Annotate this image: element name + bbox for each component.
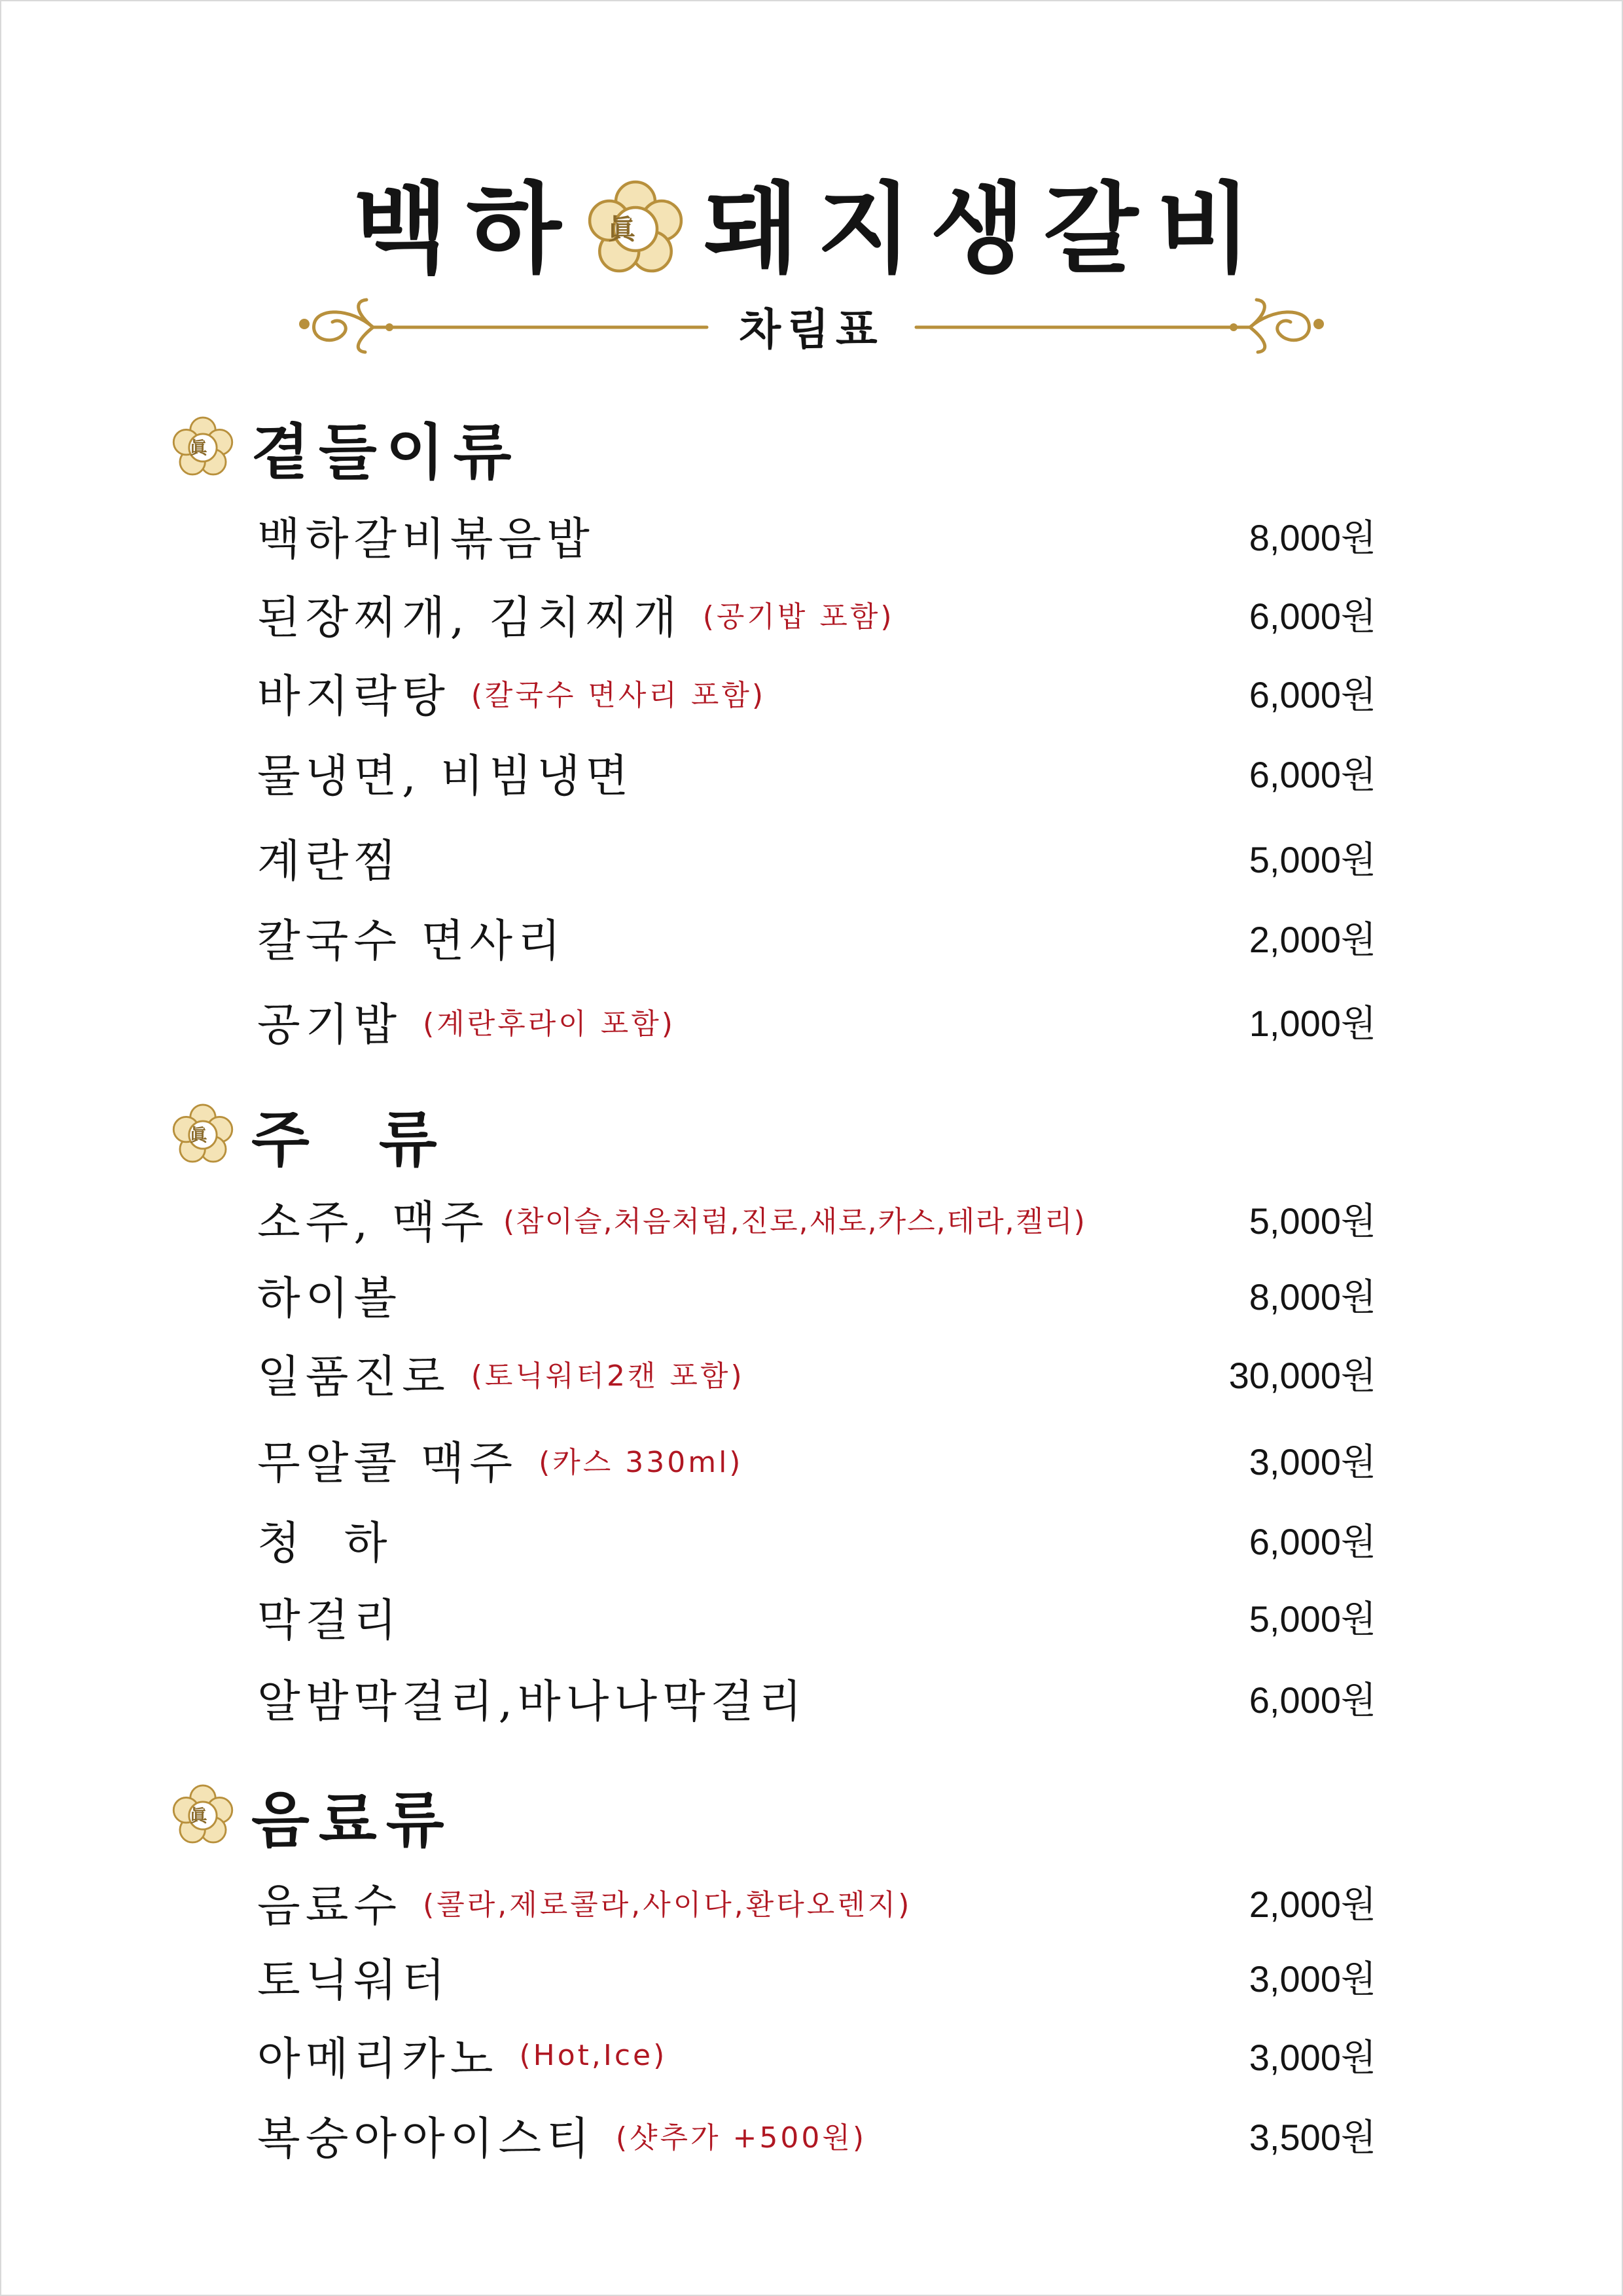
item-price: 3,000원 <box>1249 1958 1376 2000</box>
section-title: 주 류 <box>251 1104 446 1175</box>
item-name: 복숭아아이스티 <box>257 2113 595 2165</box>
item-price: 3,500원 <box>1249 2117 1376 2158</box>
menu-item <box>257 1262 1376 1327</box>
menu-item <box>257 660 1376 725</box>
flower-seal-icon <box>171 1784 234 1847</box>
svg-text:眞: 眞 <box>189 1806 217 1827</box>
svg-text:眞: 眞 <box>189 1125 217 1146</box>
item-name: 물냉면, 비빔냉면 <box>257 750 634 802</box>
item-name: 막걸리 <box>257 1594 402 1647</box>
menu-item <box>257 825 1376 890</box>
item-price: 5,000원 <box>1249 839 1376 880</box>
menu-item <box>257 905 1376 970</box>
item-name: 계란찜 <box>257 835 402 888</box>
item-price: 2,000원 <box>1249 919 1376 960</box>
section-heading <box>171 1092 446 1178</box>
item-note: (샷추가 +500원) <box>615 2121 867 2155</box>
item-name: 토닉워터 <box>257 1954 450 2007</box>
item-price: 6,000원 <box>1249 1679 1376 1721</box>
menu-item <box>257 2022 1376 2088</box>
menu-item <box>257 1507 1376 1572</box>
menu-item <box>257 1340 1376 1406</box>
item-name: 아메리카노 <box>257 2033 499 2085</box>
item-price: 8,000원 <box>1249 517 1376 558</box>
section-title: 곁들이류 <box>251 417 521 488</box>
item-price: 1,000원 <box>1249 1003 1376 1044</box>
section-title: 음료류 <box>251 1785 454 1856</box>
item-name: 된장찌개, 김치찌개 <box>257 592 682 644</box>
section-heading <box>171 1772 454 1859</box>
item-price: 6,000원 <box>1249 596 1376 637</box>
section-heading <box>171 404 521 491</box>
menu-item <box>257 2102 1376 2168</box>
menu-item <box>257 1584 1376 1649</box>
menu-item <box>257 988 1376 1054</box>
title-left: 백하 <box>353 171 580 287</box>
item-price: 5,000원 <box>1249 1598 1376 1640</box>
item-name: 일품진로 <box>257 1351 450 1403</box>
item-name: 칼국수 면사리 <box>257 915 566 967</box>
menu-item <box>257 1869 1376 1935</box>
item-note: (Hot,Ice) <box>519 2038 668 2072</box>
item-price: 3,000원 <box>1249 1441 1376 1482</box>
item-note: (참이슬,처음처럼,진로,새로,카스,테라,켈리) <box>503 1205 1086 1238</box>
item-name: 무알콜 맥주 <box>257 1437 518 1490</box>
item-name: 소주, 맥주 <box>257 1196 489 1249</box>
item-price: 2,000원 <box>1249 1884 1376 1925</box>
item-price: 5,000원 <box>1249 1200 1376 1242</box>
menu-item <box>257 1186 1376 1251</box>
item-name: 청 하 <box>257 1517 393 1570</box>
menu-item <box>257 581 1376 647</box>
item-note: (공기밥 포함) <box>702 600 895 634</box>
item-name: 공기밥 <box>257 999 402 1051</box>
menu-item <box>257 1944 1376 2009</box>
restaurant-title <box>0 173 1623 285</box>
item-name: 음료수 <box>257 1880 402 1932</box>
item-name: 하이볼 <box>257 1272 402 1325</box>
title-right: 돼지생갈비 <box>704 171 1270 287</box>
subtitle: 차림표 <box>739 304 884 355</box>
menu-item <box>257 1427 1376 1492</box>
item-price: 8,000원 <box>1249 1276 1376 1318</box>
item-price: 30,000원 <box>1228 1355 1376 1396</box>
item-note: (카스 330ml) <box>539 1446 743 1479</box>
item-price: 6,000원 <box>1249 1521 1376 1562</box>
menu-item <box>257 740 1376 805</box>
item-price: 6,000원 <box>1249 674 1376 715</box>
item-note: (토닉워터2캔 포함) <box>471 1359 745 1393</box>
item-price: 6,000원 <box>1249 754 1376 795</box>
item-note: (계란후라이 포함) <box>423 1007 675 1041</box>
flower-seal-icon <box>586 180 685 278</box>
item-note: (콜라,제로콜라,사이다,환타오렌지) <box>423 1888 912 1922</box>
svg-text:眞: 眞 <box>189 438 217 459</box>
item-note: (칼국수 면사리 포함) <box>471 679 766 712</box>
flower-seal-icon <box>171 416 234 479</box>
seal-char: 眞 <box>607 213 663 245</box>
item-name: 알밤막걸리,바나나막걸리 <box>257 1676 808 1728</box>
flower-seal-icon <box>171 1103 234 1166</box>
menu-item <box>257 503 1376 568</box>
item-name: 백하갈비볶음밥 <box>257 513 595 565</box>
item-name: 바지락탕 <box>257 670 450 723</box>
menu-item <box>257 1665 1376 1731</box>
item-price: 3,000원 <box>1249 2037 1376 2078</box>
